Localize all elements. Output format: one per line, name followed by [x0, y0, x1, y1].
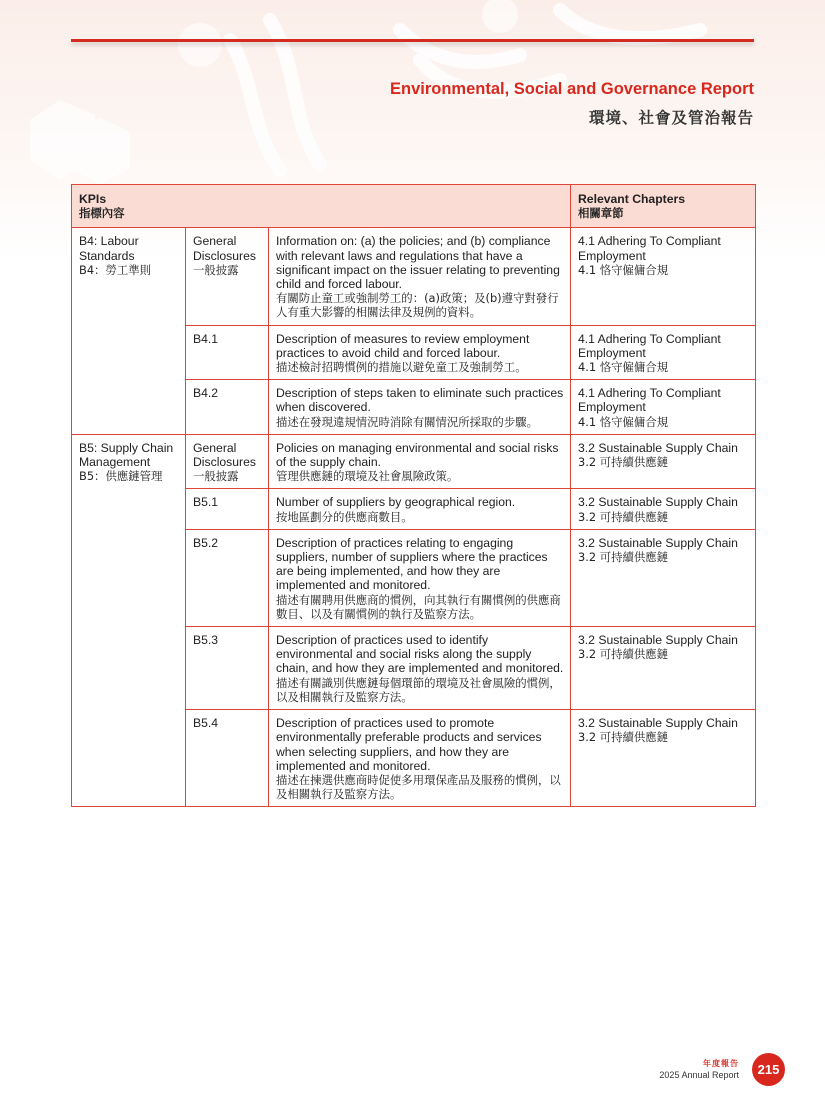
header-kpis-zh: 指標內容 [79, 206, 125, 221]
code-en: General Disclosures [193, 440, 256, 470]
header-kpis [72, 185, 571, 228]
code-zh: 一般披露 [193, 469, 239, 484]
report-title-en: Environmental, Social and Governance Report [389, 80, 754, 98]
chapter-cell [571, 710, 756, 807]
description-en: Description of steps taken to eliminate such practices when discovered. [276, 386, 564, 415]
chapter-zh: 3.2 可持續供應鏈 [578, 550, 669, 565]
description-cell [269, 710, 571, 807]
code-cell [186, 627, 269, 710]
code-en: B5.1 [193, 495, 219, 510]
code-cell [186, 529, 269, 626]
description-en: Description of practices used to identify environmental and social risks along the supply chain, and how they are implemented and monitored. [276, 633, 564, 676]
code-cell [186, 489, 269, 529]
aspect-b5-en: B5: Supply Chain Management [79, 440, 174, 470]
code-cell [186, 228, 269, 325]
header-kpis-en: KPIs [79, 192, 107, 206]
description-en: Description of practices used to promote environmentally preferable products and services when selecting suppliers, and how they are implemented and monitored. [276, 716, 542, 773]
description-en: Description of measures to review employment practices to avoid child and forced labour. [276, 331, 530, 360]
kpi-index-table [71, 184, 756, 807]
table-row [72, 434, 756, 489]
chapter-cell [571, 489, 756, 529]
description-zh: 描述在發現違規情況時消除有關情況所採取的步驟。 [276, 414, 538, 429]
code-cell [186, 710, 269, 807]
code-zh: 一般披露 [193, 262, 239, 277]
description-en: Policies on managing environmental and social risks of the supply chain. [276, 440, 559, 470]
chapter-en: 3.2 Sustainable Supply Chain [578, 633, 738, 648]
header-chapters [571, 185, 756, 228]
code-cell [186, 434, 269, 489]
chapter-cell [571, 627, 756, 710]
code-en: B5.3 [193, 633, 219, 648]
description-cell [269, 627, 571, 710]
description-en: Information on: (a) the policies; and (b) compliance with relevant laws and regulations that have a significant impact on the issuer relating to preventing child and forced labour. [276, 234, 560, 292]
chapter-cell [571, 529, 756, 626]
chapter-en: 3.2 Sustainable Supply Chain [578, 716, 738, 731]
chapter-cell [571, 434, 756, 489]
description-cell [269, 325, 571, 380]
chapter-cell [571, 380, 756, 435]
description-zh: 描述檢討招聘慣例的措施以避免童工及強制勞工。 [276, 360, 527, 375]
footer-annual-report-en: 2025 Annual Report [659, 1070, 739, 1080]
code-cell [186, 325, 269, 380]
code-en: B4.2 [193, 386, 219, 401]
aspect-b4-en: B4: Labour Standards [79, 234, 139, 263]
chapter-en: 3.2 Sustainable Supply Chain [578, 440, 738, 455]
description-cell [269, 380, 571, 435]
chapter-en: 3.2 Sustainable Supply Chain [578, 495, 738, 510]
description-en: Number of suppliers by geographical region. [276, 495, 516, 510]
chapter-cell [571, 325, 756, 380]
chapter-en: 3.2 Sustainable Supply Chain [578, 535, 738, 550]
code-en: B5.2 [193, 535, 219, 550]
aspect-b5-zh: B5：供應鏈管理 [79, 469, 163, 484]
description-cell [269, 228, 571, 325]
aspect-cell-b5 [72, 434, 186, 806]
table-header-row [72, 185, 756, 228]
description-zh: 按地區劃分的供應商數目。 [276, 509, 413, 524]
footer-annual-report-zh: 年度報告 [703, 1059, 739, 1068]
description-en: Description of practices relating to engaging suppliers, number of suppliers where the practices are being implemented, and how they are implemented and monitored. [276, 535, 548, 593]
chapter-zh: 3.2 可持續供應鏈 [578, 647, 669, 662]
chapter-zh: 4.1 恪守僱傭合規 [578, 262, 669, 277]
chapter-zh: 3.2 可持續供應鏈 [578, 730, 669, 745]
description-cell [269, 434, 571, 489]
description-zh: 描述在揀選供應商時促使多用環保產品及服務的慣例，以及相關執行及監察方法。 [276, 772, 561, 802]
chapter-en: 4.1 Adhering To Compliant Employment [578, 234, 721, 263]
aspect-cell-b4 [72, 228, 186, 434]
description-cell [269, 529, 571, 626]
code-en: B5.4 [193, 716, 219, 731]
aspect-b4-zh: B4：勞工準則 [79, 262, 152, 277]
header-chapters-en: Relevant Chapters [578, 192, 686, 206]
code-cell [186, 380, 269, 435]
description-zh: 管理供應鏈的環境及社會風險政策。 [276, 469, 459, 484]
description-zh: 有關防止童工或強制勞工的：(a)政策；及(b)遵守對發行人有重大影響的相關法律及規例的資料。 [276, 291, 559, 320]
chapter-en: 4.1 Adhering To Compliant Employment [578, 386, 721, 415]
table-row [72, 228, 756, 325]
chapter-zh: 3.2 可持續供應鏈 [578, 509, 669, 524]
top-rule-divider [71, 39, 754, 42]
chapter-zh: 3.2 可持續供應鏈 [578, 455, 669, 470]
report-title-zh: 環境、社會及管治報告 [588, 109, 754, 127]
code-en: General Disclosures [193, 234, 256, 263]
header-chapters-zh: 相關章節 [578, 206, 624, 221]
chapter-en: 4.1 Adhering To Compliant Employment [578, 331, 721, 360]
chapter-zh: 4.1 恪守僱傭合規 [578, 414, 669, 429]
description-cell [269, 489, 571, 529]
description-zh: 描述有關聘用供應商的慣例，向其執行有關慣例的供應商數目、以及有關慣例的執行及監察方法。 [276, 592, 561, 621]
chapter-cell [571, 228, 756, 325]
description-zh: 描述有關識別供應鏈每個環節的環境及社會風險的慣例，以及相關執行及監察方法。 [276, 675, 561, 704]
code-en: B4.1 [193, 331, 219, 346]
chapter-zh: 4.1 恪守僱傭合規 [578, 360, 669, 375]
page-number-badge: 215 [752, 1053, 785, 1086]
